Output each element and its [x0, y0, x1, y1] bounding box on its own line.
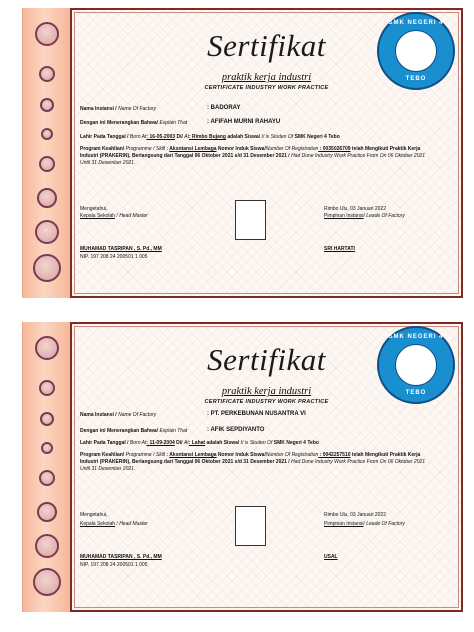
- certificate-1: [0, 8, 474, 298]
- certificate-subtitle-en: CERTIFICATE INDUSTRY WORK PRACTICE: [204, 399, 329, 405]
- kepala-sekolah: Kepala Sekolah / Head Master: [80, 213, 148, 219]
- mengetahui: Mengetahui,: [80, 206, 108, 212]
- certificate-2: [0, 322, 474, 612]
- head-master-name: MUHAMAD TASRIPAN , S. Pd., MM: [80, 554, 162, 560]
- birth-line: Lahir Pada Tanggal / Born At: 16-05-2003 Di/ At: Rimbo Bujang adalah Siswa/ I/ is Studen Of SMK Negeri 4 Tebo: [80, 134, 340, 140]
- mengetahui: Mengetahui,: [80, 512, 108, 518]
- photo-box: [235, 506, 266, 546]
- head-master-nip: NIP. 197 208 24 200501 1 005: [80, 562, 148, 568]
- logo-bottom-text: TEBO: [405, 76, 427, 82]
- logo-bottom-text: TEBO: [405, 390, 427, 396]
- decorative-strip: [22, 8, 70, 298]
- instansi-label: Nama Instansi / Name Of Factory: [80, 412, 157, 418]
- decorative-circle: [35, 22, 59, 46]
- logo-top-text: SMK NEGERI 4: [388, 20, 444, 26]
- decorative-circle: [39, 470, 55, 486]
- leader-name: SRI HARTATI: [324, 246, 355, 252]
- certificate-panel: [70, 322, 463, 612]
- decorative-circle: [33, 254, 61, 282]
- decorative-circle: [35, 220, 59, 244]
- instansi-label: Nama Instansi / Name Of Factory: [80, 106, 157, 112]
- student-name: : AFIFAH MURNI RAHAYU: [207, 119, 281, 125]
- certificate-panel: [70, 8, 463, 298]
- student-name: : AFIK SEPDIYANTO: [207, 427, 265, 433]
- school-logo: [377, 12, 455, 90]
- logo-emblem: [395, 344, 437, 386]
- head-master-nip: NIP. 197 208 24 200501 1 005: [80, 254, 148, 260]
- photo-box: [235, 200, 266, 240]
- decorative-circle: [41, 128, 53, 140]
- dengan-label: Dengan ini Menerangkan Bahwa/ Explain That: [80, 428, 188, 434]
- certificate-subtitle-en: CERTIFICATE INDUSTRY WORK PRACTICE: [204, 85, 329, 91]
- leader-name: USAL: [324, 554, 338, 560]
- decorative-circle: [35, 336, 59, 360]
- decorative-circle: [39, 66, 55, 82]
- decorative-strip: [22, 322, 70, 612]
- decorative-circle: [40, 98, 54, 112]
- program-line-2: Industri (PRAKERIN), Berlangsung dari Tanggal 06 Oktober 2021 s/d 31 Desember 2021 / Had Done Industry Work Practice From On 06 Oktober 2021: [80, 459, 426, 465]
- program-line: Program Keahlian/ Programme / Skill : Aksntansi Lembaga Nomor Induk Siswa/Number Of Registration : 0042257510 telah Mengikuti Praktik Kerja: [80, 452, 421, 458]
- school-logo: [377, 326, 455, 404]
- program-line: Program Keahlian/ Programme / Skill : Aksntansi Lembaga Nomor Induk Siswa/Number Of Registration : 0035026709 telah Mengikuti Praktik Kerja: [80, 146, 421, 152]
- dengan-label: Dengan ini Menerangkan Bahwa/ Explain That: [80, 120, 188, 126]
- head-master-name: MUHAMAD TASRIPAN , S. Pd., MM: [80, 246, 162, 252]
- birth-line: Lahir Pada Tanggal / Born At: 11-09-2004 Di/ At: Lahat adalah Siswa/ I/ is Studen Of SMK Negeri 4 Tebo: [80, 440, 319, 446]
- decorative-circle: [41, 442, 53, 454]
- decorative-circle: [33, 568, 61, 596]
- decorative-circle: [40, 412, 54, 426]
- program-line-3: Until 31 Desember 2021.: [80, 466, 136, 472]
- pimpinan-instansi: Pimpinan Instansi/ Leade Of Factory: [324, 213, 405, 219]
- place-date: Rimbo Ulu, 03 Januari 2022: [324, 512, 386, 518]
- certificate-title: Sertifikat: [207, 28, 326, 63]
- instansi-value: : BADORAY: [207, 105, 241, 111]
- logo-emblem: [395, 30, 437, 72]
- certificate-subtitle: praktik kerja industri: [221, 386, 312, 397]
- decorative-circle: [37, 502, 57, 522]
- program-line-3: Until 31 Desember 2021.: [80, 160, 136, 166]
- decorative-circle: [39, 380, 55, 396]
- decorative-circle: [39, 156, 55, 172]
- decorative-circle: [37, 188, 57, 208]
- kepala-sekolah: Kepala Sekolah / Head Master: [80, 521, 148, 527]
- place-date: Rimbo Ulu, 03 Januari 2022: [324, 206, 386, 212]
- pimpinan-instansi: Pimpinan Instansi/ Leade Of Factory: [324, 521, 405, 527]
- certificate-subtitle: praktik kerja industri: [221, 72, 312, 83]
- logo-top-text: SMK NEGERI 4: [388, 334, 444, 340]
- program-line-2: Industri (PRAKERIN), Berlangsung dari Tanggal 06 Oktober 2021 s/d 31 Desember 2021 / Had Done Industry Work Practice From On 06 Oktober 2021: [80, 153, 426, 159]
- decorative-circle: [35, 534, 59, 558]
- certificate-title: Sertifikat: [207, 342, 326, 377]
- instansi-value: : PT. PERKEBUNAN NUSANTRA VI: [207, 411, 306, 417]
